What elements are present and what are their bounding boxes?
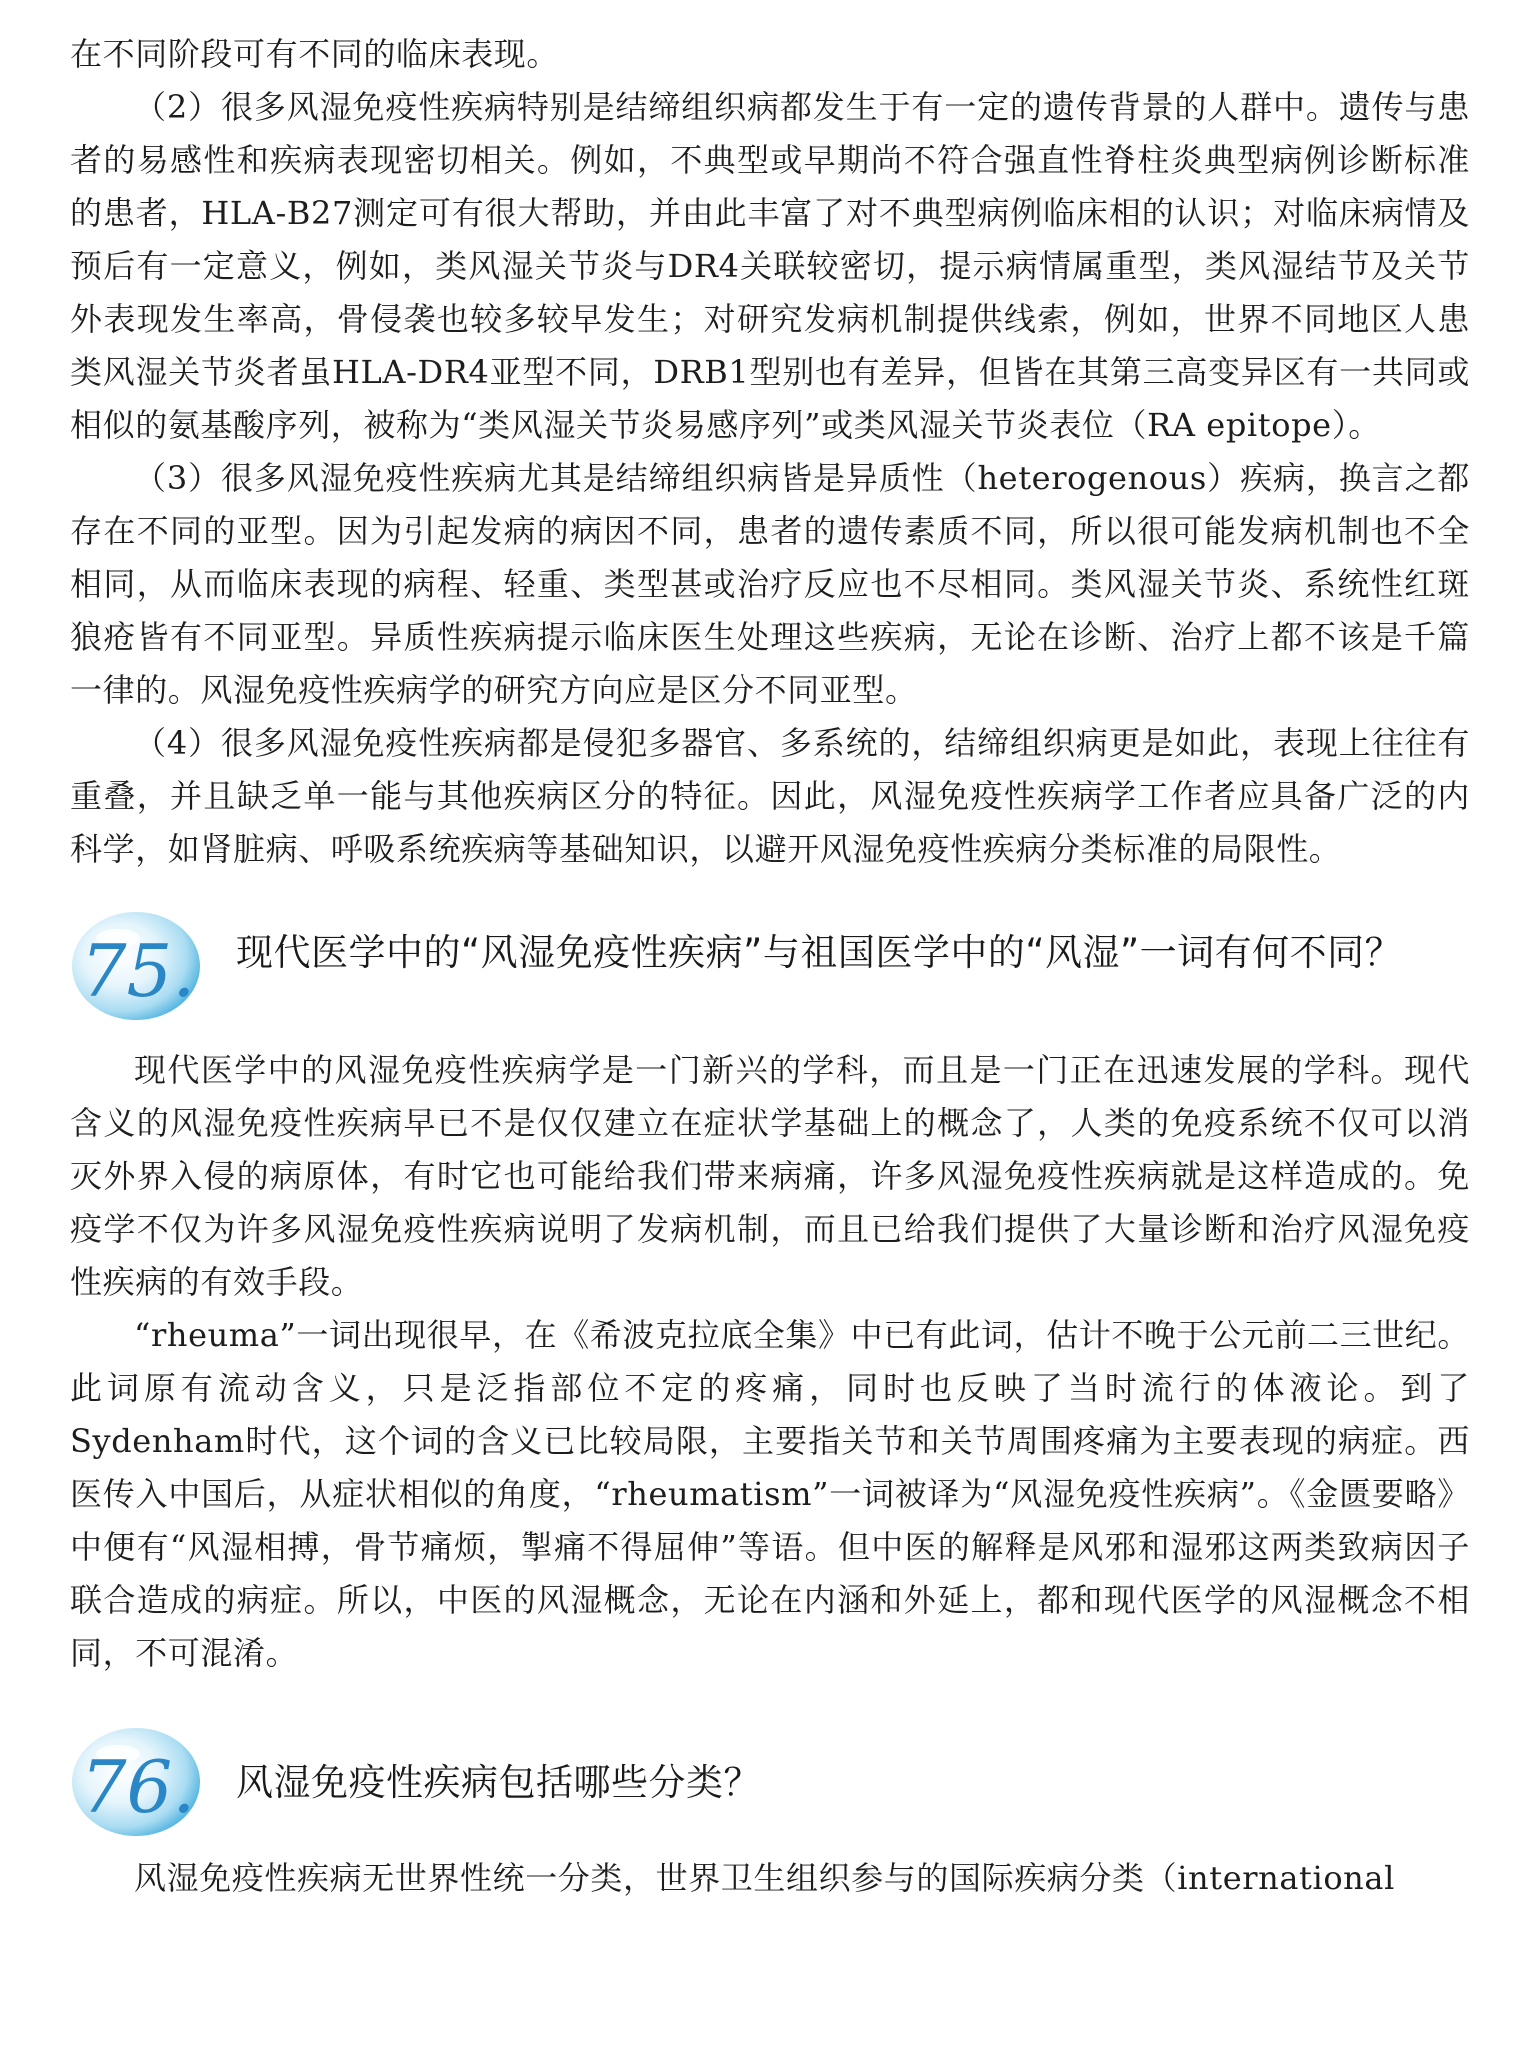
question-75-badge bbox=[66, 908, 218, 1026]
badge-76-number: 76. bbox=[80, 1745, 196, 1829]
page-content bbox=[70, 28, 1470, 1905]
intro-continuation: 在不同阶段可有不同的临床表现。 bbox=[70, 35, 560, 73]
q75-paragraph-1: 现代医学中的风湿免疫性疾病学是一门新兴的学科，而且是一门正在迅速发展的学科。现代含义的风湿免疫性疾病早已不是仅仅建立在症状学基础上的概念了，人类的免疫系统不仅可以消灭外界入侵的病原体，有时它也可能给我们带来病痛，许多风湿免疫性疾病就是这样造成的。免疫学不仅为许多风湿免疫性疾病说明了发病机制，而且已给我们提供了大量诊断和治疗风湿免疫性疾病的有效手段。 bbox=[70, 1051, 1470, 1301]
badge-75-bubble bbox=[66, 908, 218, 1026]
badge-75-number: 75. bbox=[80, 929, 196, 1013]
intro-paragraph-4: （4）很多风湿免疫性疾病都是侵犯多器官、多系统的，结缔组织病更是如此，表现上往往有重叠，并且缺乏单一能与其他疾病区分的特征。因此，风湿免疫性疾病学工作者应具备广泛的内科学，如肾脏病、呼吸系统疾病等基础知识，以避开风湿免疫性疾病分类标准的局限性。 bbox=[70, 724, 1470, 868]
question-76-badge bbox=[66, 1724, 218, 1842]
question-76-title: 风湿免疫性疾病包括哪些分类？ bbox=[236, 1761, 761, 1804]
q76-paragraph-1: 风湿免疫性疾病无世界性统一分类，世界卫生组织参与的国际疾病分类（international bbox=[134, 1859, 1395, 1897]
intro-paragraph-3: （3）很多风湿免疫性疾病尤其是结缔组织病皆是异质性（heterogenous）疾病，换言之都存在不同的亚型。因为引起发病的病因不同，患者的遗传素质不同，所以很可能发病机制也不全相同，从而临床表现的病程、轻重、类型甚或治疗反应也不尽相同。类风湿关节炎、系统性红斑狼疮皆有不同亚型。异质性疾病提示临床医生处理这些疾病，无论在诊断、治疗上都不该是千篇一律的。风湿免疫性疾病学的研究方向应是区分不同亚型。 bbox=[70, 459, 1470, 709]
question-75-heading bbox=[70, 908, 1470, 1026]
question-76-heading bbox=[70, 1724, 1470, 1834]
intro-paragraph-2: （2）很多风湿免疫性疾病特别是结缔组织病都发生于有一定的遗传背景的人群中。遗传与患者的易感性和疾病表现密切相关。例如，不典型或早期尚不符合强直性脊柱炎典型病例诊断标准的患者，HLA-B27测定可有很大帮助，并由此丰富了对不典型病例临床相的认识；对临床病情及预后有一定意义，例如，类风湿关节炎与DR4关联较密切，提示病情属重型，类风湿结节及关节外表现发生率高，骨侵袭也较多较早发生；对研究发病机制提供线索，例如，世界不同地区人患类风湿关节炎者虽HLA-DR4亚型不同，DRB1型别也有差异，但皆在其第三高变异区有一共同或相似的氨基酸序列，被称为“类风湿关节炎易感序列”或类风湿关节炎表位（RA epitope）。 bbox=[70, 88, 1470, 444]
badge-76-bubble bbox=[66, 1724, 218, 1842]
question-75-title: 现代医学中的“风湿免疫性疾病”与祖国医学中的“风湿”一词有何不同？ bbox=[236, 931, 1403, 974]
q75-paragraph-2: “rheuma”一词出现很早，在《希波克拉底全集》中已有此词，估计不晚于公元前二三世纪。此词原有流动含义，只是泛指部位不定的疼痛，同时也反映了当时流行的体液论。到了Sydenham时代，这个词的含义已比较局限，主要指关节和关节周围疼痛为主要表现的病症。西医传入中国后，从症状相似的角度，“rheumatism”一词被译为“风湿免疫性疾病”。《金匮要略》中便有“风湿相搏，骨节痛烦，掣痛不得屈伸”等语。但中医的解释是风邪和湿邪这两类致病因子联合造成的病症。所以，中医的风湿概念，无论在内涵和外延上，都和现代医学的风湿概念不相同，不可混淆。 bbox=[70, 1316, 1470, 1672]
